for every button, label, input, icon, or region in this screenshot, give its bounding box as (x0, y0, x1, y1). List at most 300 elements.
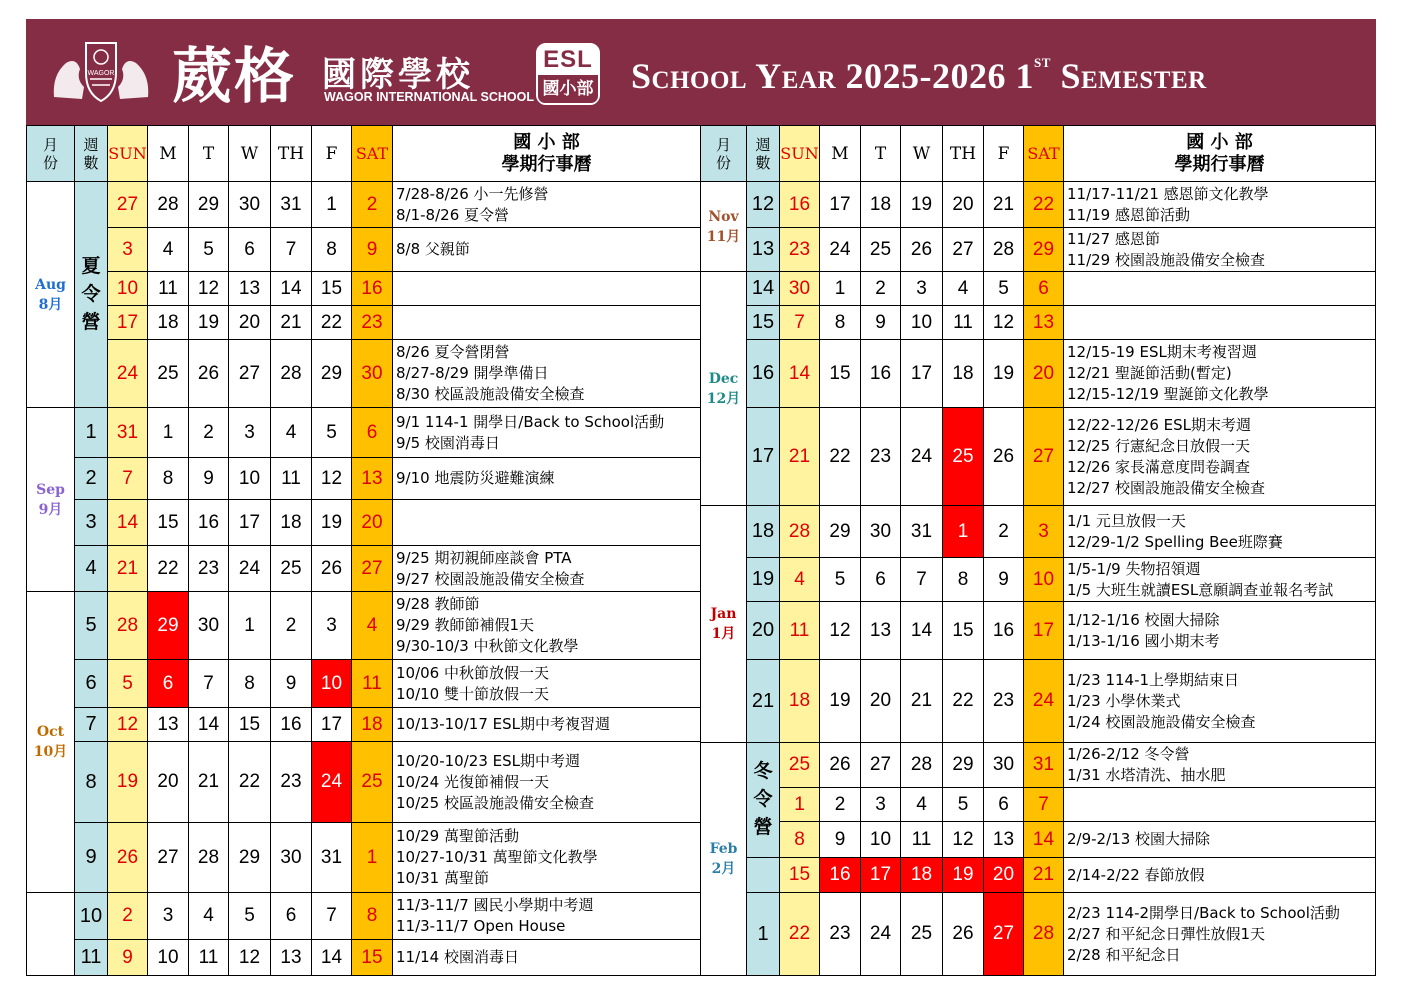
date-cell (900, 181, 943, 228)
event-lines (396, 826, 598, 889)
month-label (700, 271, 747, 506)
date-text: 23 (361, 311, 383, 333)
week-number-text: 20 (751, 619, 775, 641)
date-text: 12 (116, 713, 139, 735)
date-cell (147, 707, 189, 742)
date-cell (900, 742, 943, 788)
day-header-t (188, 125, 229, 182)
event-line: 8/27-8/29 開學準備日 (396, 364, 549, 382)
event-line: 2/23 114-2開學日/Back to School活動 (1067, 903, 1340, 922)
date-text: 7 (122, 467, 133, 489)
header-text: 份 (715, 153, 731, 172)
date-cell (860, 821, 901, 858)
day-header-m (147, 125, 189, 182)
date-cell (351, 659, 393, 708)
date-text: 13 (1032, 311, 1055, 333)
event-line: 11/29 校園設施設備安全檢查 (1067, 250, 1265, 269)
date-text: 18 (157, 311, 179, 333)
special-char: 令 (81, 283, 101, 305)
events-column-header (392, 125, 701, 182)
date-cell (819, 787, 861, 822)
event-lines (1067, 865, 1205, 886)
date-text: 27 (157, 846, 179, 868)
date-cell (270, 181, 312, 228)
event-cell (392, 499, 701, 546)
date-text: 2 (998, 520, 1009, 542)
date-cell (228, 591, 271, 660)
event-lines (396, 714, 610, 735)
event-cell (392, 339, 701, 408)
date-text: 25 (869, 238, 892, 260)
date-cell (311, 305, 352, 340)
date-text: 12 (238, 946, 261, 968)
date-text: 15 (361, 946, 383, 968)
month-chinese: 8月 (38, 296, 63, 313)
date-text: 23 (869, 445, 892, 467)
week-number (746, 271, 780, 306)
date-cell (188, 822, 229, 893)
date-text: 24 (829, 238, 851, 260)
special-char: 冬 (753, 761, 773, 782)
week-number-text: 2 (85, 467, 97, 489)
date-text: 20 (952, 193, 974, 215)
date-cell (779, 742, 820, 788)
date-cell (311, 407, 352, 458)
date-text: 7 (794, 311, 805, 333)
event-cell (392, 591, 701, 660)
date-cell (983, 339, 1024, 408)
date-text: 30 (869, 520, 892, 542)
date-text: 21 (788, 445, 811, 467)
date-cell (983, 227, 1024, 272)
date-cell (1023, 892, 1064, 976)
event-lines (1067, 342, 1269, 405)
date-cell (188, 707, 229, 742)
date-cell (1023, 742, 1064, 788)
date-text: 4 (916, 793, 927, 815)
date-cell (1023, 821, 1064, 858)
week-number (74, 499, 108, 546)
date-cell (819, 227, 861, 272)
date-text: 22 (157, 557, 179, 579)
date-cell (819, 339, 861, 408)
date-text: 3 (916, 277, 927, 299)
date-text: 5 (957, 793, 969, 815)
date-cell (1023, 339, 1064, 408)
day-header-text: SUN (780, 144, 819, 163)
date-cell (1023, 181, 1064, 228)
date-cell (270, 892, 312, 940)
date-cell (1023, 271, 1064, 306)
special-char: 令 (753, 789, 773, 810)
date-cell (270, 822, 312, 893)
date-cell (779, 407, 820, 506)
date-text: 2 (203, 421, 214, 443)
date-text: 10 (157, 946, 179, 968)
month-english: Feb (709, 841, 738, 857)
event-line: 12/29-1/2 Spelling Bee班際賽 (1067, 532, 1283, 551)
date-text: 6 (285, 905, 297, 926)
date-text: 31 (1032, 754, 1055, 775)
date-cell (1023, 407, 1064, 506)
date-cell (983, 892, 1024, 976)
date-text: 24 (910, 445, 933, 467)
date-cell (107, 457, 148, 500)
event-line: 12/21 聖誕節活動(暫定) (1067, 364, 1232, 382)
date-text: 26 (116, 846, 139, 868)
date-cell (107, 271, 148, 306)
date-text: 14 (1032, 828, 1055, 850)
date-cell (311, 339, 352, 408)
date-cell (779, 821, 820, 858)
date-text: 26 (992, 445, 1015, 467)
date-cell (188, 339, 229, 408)
date-cell (942, 787, 984, 822)
date-text: 13 (157, 713, 179, 735)
event-cell (392, 457, 701, 500)
date-cell (270, 659, 312, 708)
date-cell (1023, 305, 1064, 340)
event-cell (1063, 601, 1376, 660)
day-header-th (942, 125, 984, 182)
event-cell (392, 707, 701, 742)
date-cell (860, 339, 901, 408)
date-text: 2 (366, 193, 378, 215)
month-label (26, 591, 75, 893)
date-cell (819, 742, 861, 788)
date-text: 21 (1032, 864, 1055, 885)
date-text: 18 (280, 511, 302, 533)
date-cell (188, 227, 229, 272)
day-header-text: W (240, 143, 259, 164)
date-text: 23 (992, 690, 1015, 711)
date-text: 14 (116, 511, 139, 533)
date-cell (1023, 857, 1064, 893)
date-cell (819, 407, 861, 506)
date-text: 6 (998, 793, 1009, 815)
date-cell (779, 857, 820, 893)
date-text: 31 (320, 846, 343, 868)
month-chinese: 1月 (711, 626, 736, 642)
week-number (74, 939, 108, 976)
date-text: 10 (116, 277, 139, 299)
month-chinese: 12月 (706, 390, 741, 407)
date-text: 4 (957, 277, 969, 299)
date-cell (188, 457, 229, 500)
date-text: 27 (869, 754, 892, 775)
date-cell (983, 557, 1024, 602)
date-text: 19 (829, 690, 851, 711)
week-number (746, 227, 780, 272)
date-text: 31 (280, 193, 302, 215)
date-cell (228, 305, 271, 340)
week-number (746, 505, 780, 558)
date-text: 2 (834, 793, 846, 815)
date-cell (188, 939, 229, 976)
event-line: 10/13-10/17 ESL期中考複習週 (396, 715, 610, 733)
event-line: 9/28 教師節 (396, 595, 480, 613)
date-text: 19 (910, 193, 933, 215)
event-line: 1/12-1/16 校園大掃除 (1067, 610, 1220, 629)
date-cell (147, 457, 189, 500)
date-text: 28 (197, 846, 220, 868)
date-text: 16 (788, 193, 811, 215)
date-cell (860, 271, 901, 306)
date-text: 20 (1032, 362, 1055, 384)
week-number-text: 1 (757, 922, 769, 945)
date-text: 3 (244, 421, 255, 443)
date-cell (311, 545, 352, 592)
month-chinese: 9月 (38, 501, 63, 518)
date-cell (147, 181, 189, 228)
date-text: 12 (829, 619, 851, 641)
date-cell (311, 457, 352, 500)
date-text: 21 (116, 557, 139, 579)
header-text: 學期行事曆 (501, 153, 592, 175)
date-cell (311, 659, 352, 708)
date-text: 8 (326, 238, 337, 260)
date-cell (270, 339, 312, 408)
date-text: 30 (992, 754, 1015, 775)
date-text: 28 (280, 362, 302, 384)
date-text: 14 (197, 713, 220, 735)
date-cell (107, 227, 148, 272)
date-text: 22 (238, 771, 261, 792)
date-cell (351, 499, 393, 546)
date-cell (983, 271, 1024, 306)
day-header-sun (779, 125, 820, 182)
event-cell (1063, 181, 1376, 228)
month-label (26, 407, 75, 592)
date-text: 30 (361, 362, 383, 384)
date-text: 3 (122, 238, 133, 260)
day-header-text: SUN (108, 144, 147, 163)
date-text: 17 (320, 713, 343, 735)
event-cell (392, 822, 701, 893)
event-line: 11/27 感恩節 (1067, 229, 1160, 248)
date-cell (147, 227, 189, 272)
date-cell (819, 557, 861, 602)
date-text: 11 (953, 311, 973, 333)
date-text: 27 (238, 362, 261, 384)
date-cell (107, 707, 148, 742)
date-text: 17 (869, 864, 892, 885)
week-number (74, 822, 108, 893)
date-cell (311, 181, 352, 228)
date-text: 2 (875, 277, 886, 299)
week-number-text: 9 (85, 846, 97, 868)
special-char: 營 (81, 311, 101, 333)
title-banner (26, 19, 1376, 125)
date-cell (351, 407, 393, 458)
date-text: 8 (834, 311, 846, 333)
date-cell (228, 707, 271, 742)
month-column-header (700, 125, 747, 182)
date-text: 11 (362, 672, 382, 694)
date-text: 14 (788, 362, 811, 384)
week-number (746, 407, 780, 506)
day-header-m (819, 125, 861, 182)
event-lines (1067, 670, 1255, 733)
day-header-th (270, 125, 312, 182)
date-cell (107, 659, 148, 708)
event-line: 12/26 家長滿意度問卷調查 (1067, 457, 1250, 476)
week-number-text: 15 (751, 311, 775, 333)
day-header-text: M (159, 143, 177, 164)
date-text: 11 (911, 828, 932, 850)
date-text: 24 (1032, 690, 1055, 711)
date-cell (900, 305, 943, 340)
date-text: 25 (361, 771, 383, 792)
month-label-empty (26, 892, 75, 976)
event-cell (392, 939, 701, 976)
date-text: 1 (366, 846, 378, 868)
date-cell (188, 305, 229, 340)
date-text: 4 (285, 421, 297, 443)
date-text: 29 (157, 614, 179, 636)
week-number (746, 659, 780, 743)
header-text: 學期行事曆 (1174, 153, 1265, 175)
date-text: 7 (916, 568, 927, 590)
date-cell (270, 939, 312, 976)
week-number-text: 1 (85, 421, 97, 443)
day-header-w (900, 125, 943, 182)
date-cell (311, 227, 352, 272)
date-cell (270, 545, 312, 592)
month-chinese: 2月 (711, 861, 736, 877)
header-text: 數 (755, 153, 771, 172)
date-text: 6 (162, 672, 174, 694)
date-cell (107, 939, 148, 976)
date-text: 5 (203, 238, 214, 260)
date-cell (860, 557, 901, 602)
event-line: 12/27 校園設施設備安全檢查 (1067, 478, 1265, 497)
date-text: 1 (326, 193, 337, 215)
date-cell (942, 505, 984, 558)
date-text: 11 (158, 277, 178, 299)
week-number (74, 741, 108, 823)
week-number-text: 3 (85, 511, 97, 533)
date-text: 21 (197, 771, 220, 792)
date-cell (228, 499, 271, 546)
week-number (74, 407, 108, 458)
date-text: 9 (203, 467, 214, 489)
date-text: 19 (952, 864, 974, 885)
event-cell (392, 305, 701, 340)
day-header-text: SAT (1027, 144, 1060, 163)
date-cell (819, 821, 861, 858)
event-lines (396, 468, 554, 489)
event-cell (1063, 505, 1376, 558)
date-cell (779, 787, 820, 822)
date-cell (819, 505, 861, 558)
date-text: 1 (957, 520, 969, 542)
date-text: 17 (238, 511, 261, 533)
event-cell (392, 659, 701, 708)
event-line: 2/28 和平紀念日 (1067, 945, 1181, 964)
date-text: 28 (910, 754, 933, 775)
date-cell (942, 227, 984, 272)
date-cell (311, 707, 352, 742)
month-chinese: 10月 (33, 744, 68, 760)
week-number-text: 4 (85, 557, 97, 579)
date-text: 1 (244, 614, 255, 636)
date-text: 15 (788, 864, 811, 885)
date-cell (107, 181, 148, 228)
date-cell (779, 181, 820, 228)
date-cell (351, 591, 393, 660)
date-text: 18 (788, 690, 811, 711)
date-cell (270, 271, 312, 306)
date-text: 28 (1032, 923, 1055, 944)
date-cell (860, 181, 901, 228)
date-text: 12 (992, 311, 1015, 333)
event-line: 1/1 元旦放假一天 (1067, 511, 1186, 530)
date-cell (188, 659, 229, 708)
event-line: 1/24 校園設施設備安全檢查 (1067, 712, 1256, 731)
date-cell (107, 305, 148, 340)
date-cell (819, 305, 861, 340)
date-cell (107, 741, 148, 823)
date-text: 16 (361, 277, 383, 299)
day-header-text: M (831, 143, 849, 164)
event-cell (1063, 271, 1376, 306)
month-label (700, 505, 747, 743)
date-cell (1023, 787, 1064, 822)
week-number-text: 14 (751, 277, 775, 299)
date-text: 19 (197, 311, 220, 333)
semester-title-sup: st (1034, 51, 1051, 71)
date-text: 30 (788, 277, 811, 299)
date-cell (228, 822, 271, 893)
date-text: 23 (829, 923, 851, 944)
event-cell (392, 181, 701, 228)
date-cell (900, 339, 943, 408)
date-text: 4 (162, 238, 174, 260)
date-text: 22 (829, 445, 851, 467)
event-cell (392, 545, 701, 592)
event-line: 12/25 行憲紀念日放假一天 (1067, 436, 1250, 455)
date-text: 27 (952, 238, 974, 260)
event-line: 11/3-11/7 國民小學期中考週 (396, 896, 594, 914)
week-number-text: 6 (85, 672, 97, 694)
header-text: 國 小 部 (1186, 131, 1253, 153)
date-cell (270, 457, 312, 500)
date-text: 7 (326, 905, 337, 926)
date-cell (983, 659, 1024, 743)
event-cell (1063, 857, 1376, 893)
event-line: 10/25 校區設施設備安全檢查 (396, 793, 594, 812)
event-line: 1/23 小學休業式 (1067, 691, 1181, 710)
event-line: 11/19 感恩節活動 (1067, 205, 1190, 224)
date-text: 27 (116, 193, 139, 215)
week-column-header (74, 125, 108, 182)
day-header-text: F (997, 143, 1010, 164)
event-line: 9/27 校園設施設備安全檢查 (396, 569, 585, 588)
event-line: 2/27 和平紀念日彈性放假1天 (1067, 924, 1265, 943)
date-text: 9 (834, 828, 846, 850)
date-text: 10 (869, 828, 892, 850)
date-text: 17 (910, 362, 933, 384)
date-text: 16 (829, 864, 851, 885)
date-text: 26 (320, 557, 343, 579)
date-cell (228, 741, 271, 823)
date-text: 30 (238, 193, 261, 215)
date-text: 17 (1032, 619, 1055, 641)
week-number (746, 339, 780, 408)
date-cell (188, 499, 229, 546)
day-header-text: TH (277, 143, 305, 164)
